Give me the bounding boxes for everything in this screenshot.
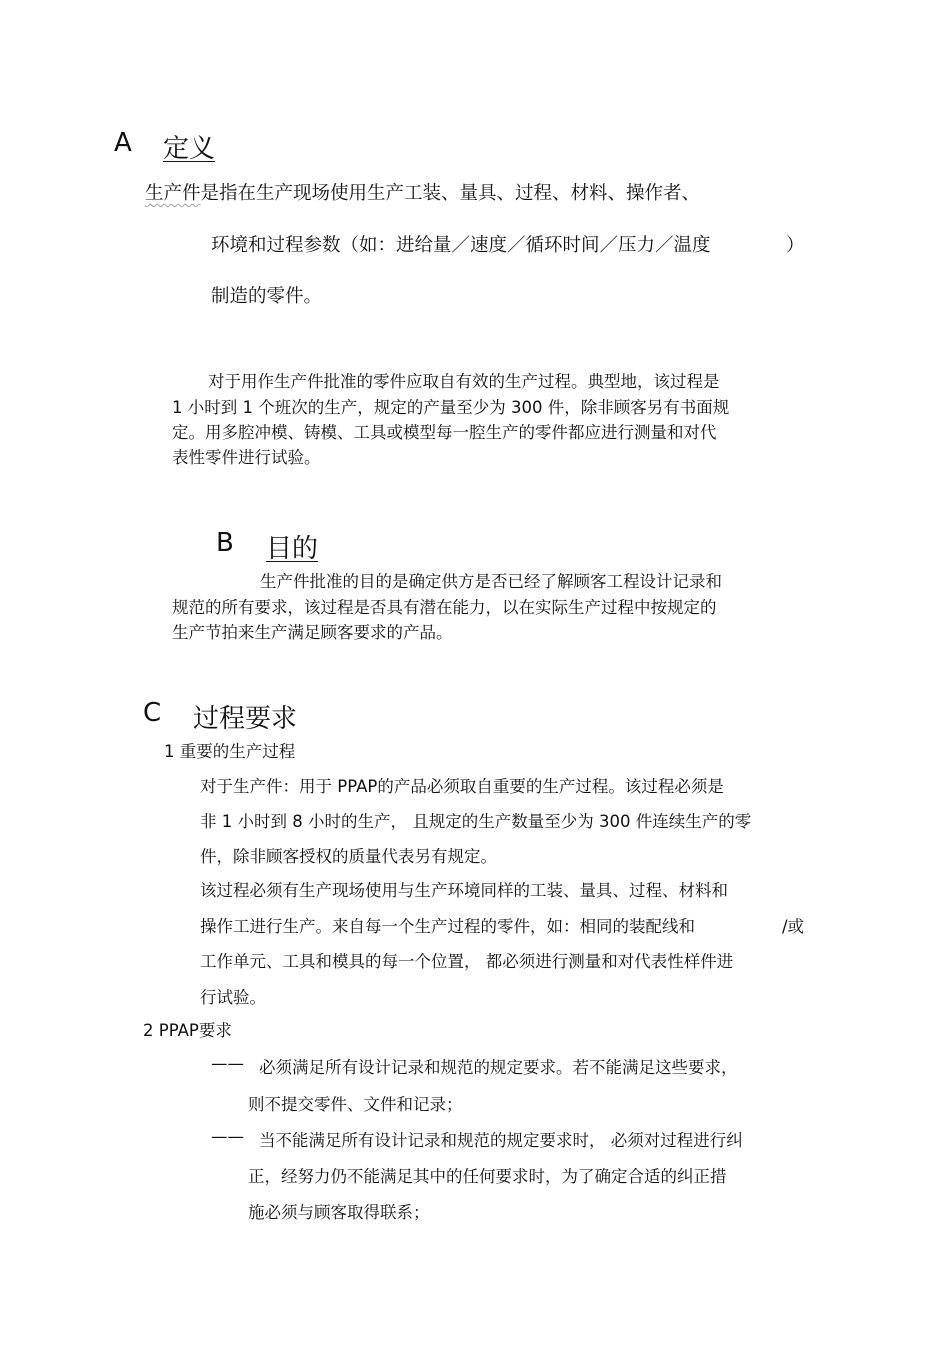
item-1-line-2: 则不提交零件、文件和记录； xyxy=(248,1095,463,1114)
section-c-letter: C xyxy=(143,698,162,728)
section-a-para-line-3: 定。用多腔冲模、铸模、工具或模型每一腔生产的零件都应进行测量和对代 xyxy=(172,423,717,442)
subsection-1-line-2: 非 1 小时到 8 小时的生产， 且规定的生产数量至少为 300 件连续生产的零 xyxy=(200,812,752,831)
subsection-2-heading: 2 PPAP要求 xyxy=(143,1021,232,1040)
subsection-1-line-7: 行试验。 xyxy=(200,988,266,1007)
section-b-para-line-2: 规范的所有要求，该过程是否具有潜在能力，以在实际生产过程中按规定的 xyxy=(172,598,717,617)
item-2-line-1: 当不能满足所有设计记录和规范的规定要求时， 必须对过程进行纠 xyxy=(259,1131,743,1150)
defined-term: 生产件 xyxy=(145,183,201,204)
item-1-line-1: 必须满足所有设计记录和规范的规定要求。若不能满足这些要求， xyxy=(259,1058,738,1077)
item-2-line-2: 正，经努力仍不能满足其中的任何要求时，为了确定合适的纠正措 xyxy=(248,1167,727,1186)
definition-line-2: 环境和过程参数（如：进给量／速度／循环时间／压力／温度 xyxy=(211,235,711,256)
section-b-title: 目的 xyxy=(266,534,319,564)
item-2-line-3: 施必须与顾客取得联系； xyxy=(248,1203,430,1222)
item-1-dash: —— xyxy=(211,1054,244,1073)
definition-line-2-paren: ） xyxy=(786,235,805,256)
section-a-para-line-2: 1 小时到 1 个班次的生产，规定的产量至少为 300 件，除非顾客另有书面规 xyxy=(172,398,730,417)
definition-text: 是指在生产现场使用生产工装、量具、过程、材料、操作者、 xyxy=(200,183,701,204)
item-2-dash: —— xyxy=(211,1127,244,1146)
section-a-para-line-4: 表性零件进行试验。 xyxy=(172,448,321,467)
section-b-para-line-3: 生产节拍来生产满足顾客要求的产品。 xyxy=(172,623,453,642)
subsection-1-line-5: 操作工进行生产。来自每一个生产过程的零件，如：相同的装配线和 xyxy=(200,917,695,936)
definition-line-3: 制造的零件。 xyxy=(211,286,323,307)
section-c-title: 过程要求 xyxy=(193,704,298,734)
definition-line-1 xyxy=(145,179,700,205)
subsection-1-heading: 1 重要的生产过程 xyxy=(164,742,296,761)
section-b-para-line-1: 生产件批准的目的是确定供方是否已经了解顾客工程设计记录和 xyxy=(260,572,722,591)
subsection-1-line-4: 该过程必须有生产现场使用与生产环境同样的工装、量具、过程、材料和 xyxy=(200,881,728,900)
section-a-para-line-1: 对于用作生产件批准的零件应取自有效的生产过程。典型地，该过程是 xyxy=(208,372,720,391)
section-a-letter: A xyxy=(114,128,132,158)
subsection-1-line-5-or: /或 xyxy=(782,917,805,936)
subsection-1-line-6: 工作单元、工具和模具的每一个位置， 都必须进行测量和对代表性样件进 xyxy=(200,952,734,971)
subsection-1-line-1: 对于生产件：用于 PPAP的产品必须取自重要的生产过程。该过程必须是 xyxy=(200,777,724,796)
subsection-1-line-3: 件，除非顾客授权的质量代表另有规定。 xyxy=(200,847,497,866)
section-a-title: 定义 xyxy=(163,134,216,164)
section-b-letter: B xyxy=(216,528,234,558)
